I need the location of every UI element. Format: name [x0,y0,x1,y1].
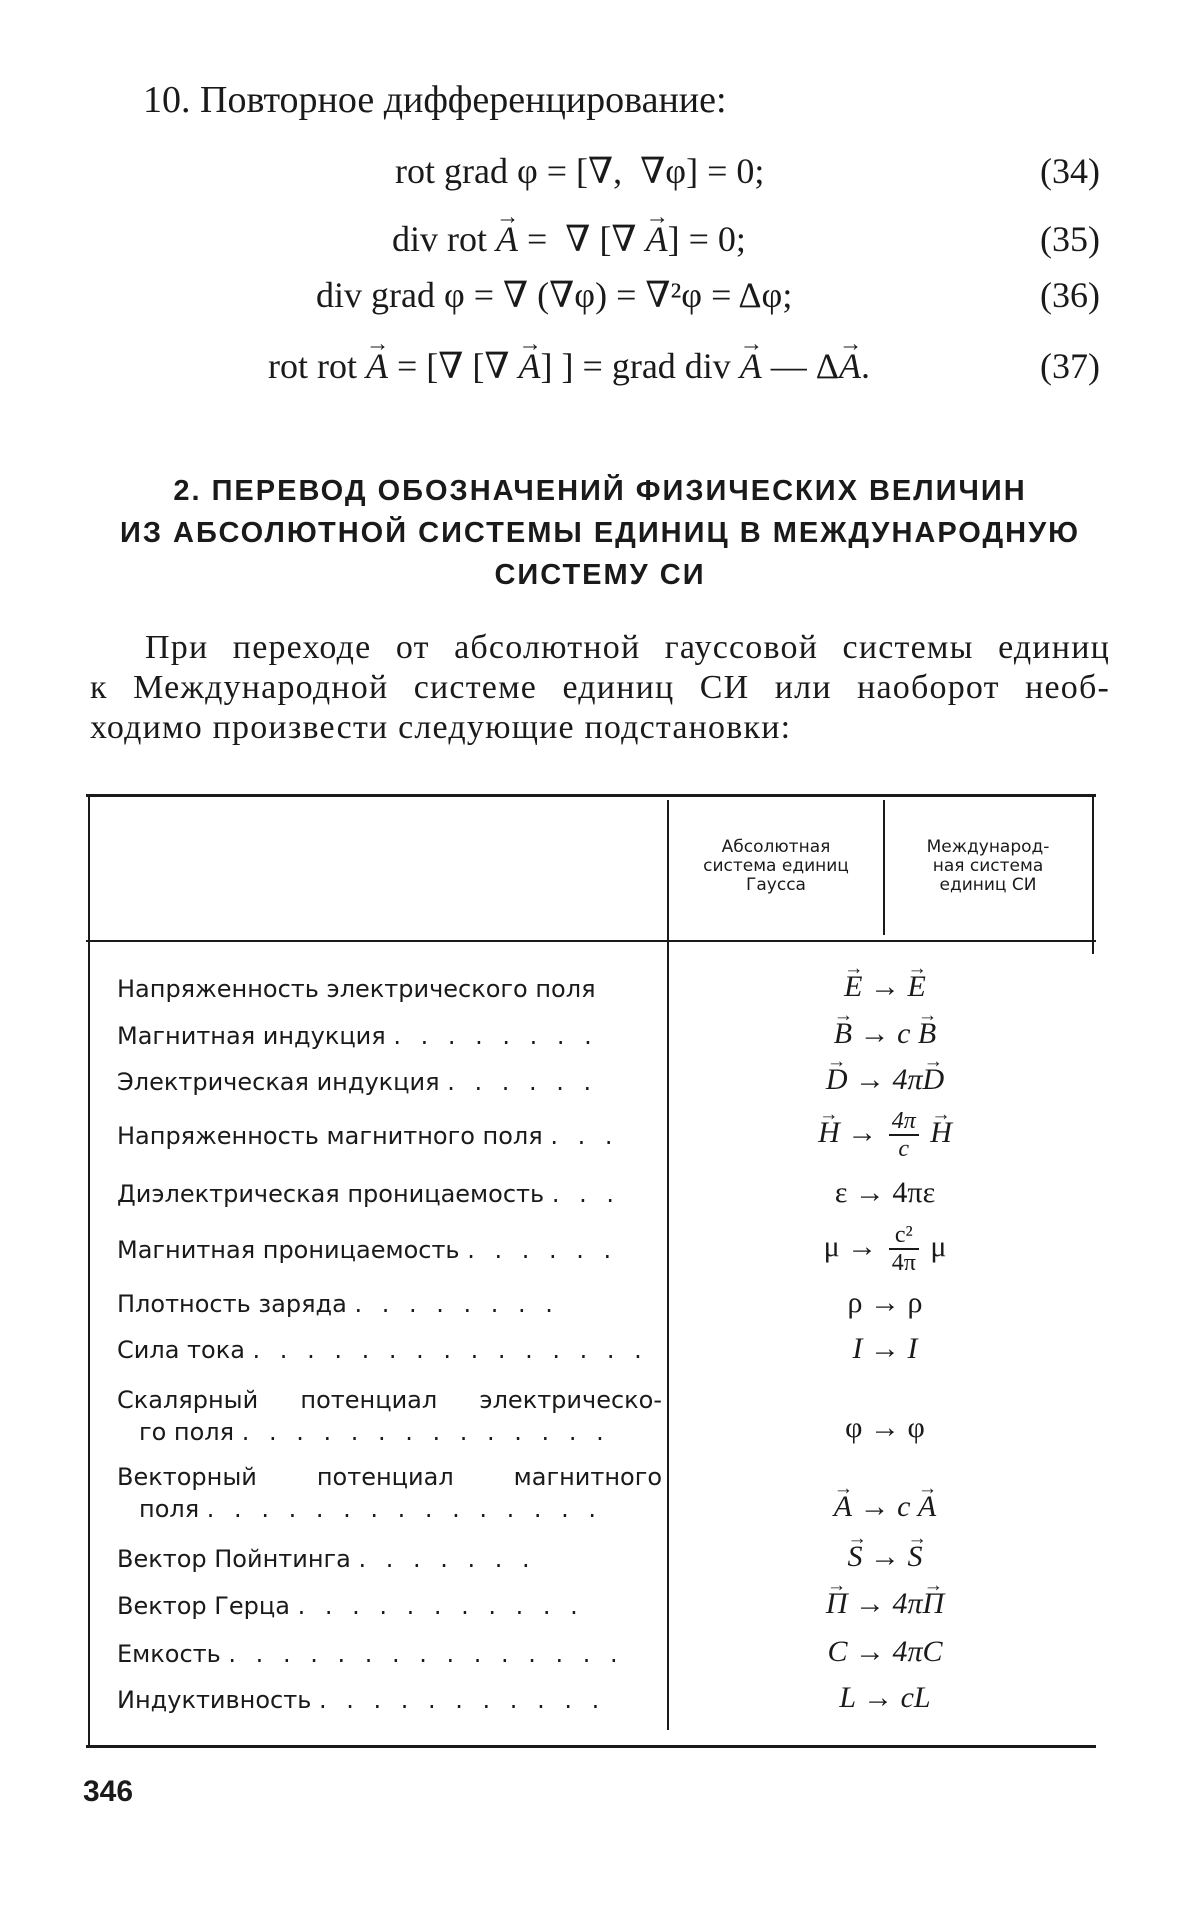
table-row-formula: C → 4πC [827,1635,943,1668]
table-row-formula: → A → c → A [680,1490,1090,1524]
page-number: 346 [83,1775,134,1808]
table-row-formula: → Π → 4π→ Π [680,1587,1090,1621]
table-row-label: Напряженность электрического поля [117,975,596,1003]
table-row-label: Магнитная индукция . . . . . . . . [117,1022,598,1050]
table-row-label: Сила тока . . . . . . . . . . . . . . . [117,1336,648,1364]
table-row-formula: ε → 4πε [834,1176,936,1209]
table-row-formula: → H → $\frac{4\pi}{c}$ → H [680,1108,1090,1162]
table-left-border [88,794,90,1747]
intro-paragraph [90,628,1110,748]
table-top-rule [86,794,1096,797]
table-row-label: Напряженность магнитного поля . . . [117,1122,619,1150]
table-right-border [1092,794,1094,954]
table-bottom-rule [86,1745,1096,1748]
table-row-formula: → B → c → B [680,1017,1090,1051]
equation-number-35: (35) [1040,219,1100,259]
column-header-si: Международ- ная система единиц СИ [926,837,1050,895]
table-row-label: Диэлектрическая проницаемость . . . [117,1180,620,1208]
table-row-formula: φ → φ [845,1411,925,1444]
table-row-label: Плотность заряда . . . . . . . . [117,1290,559,1318]
table-row-label: Емкость . . . . . . . . . . . . . . . [117,1640,624,1668]
equation-number-34: (34) [1040,151,1100,191]
table-row-formula: μ → $\frac{\text{c²}}{4\pi}$ μ [823,1222,947,1276]
heading-line-1: 2. ПЕРЕВОД ОБОЗНАЧЕНИЙ ФИЗИЧЕСКИХ ВЕЛИЧИН [173,475,1027,507]
table-row-label: Магнитная проницаемость . . . . . . [117,1236,618,1264]
paragraph-line-1: При переходе от абсолютной гауссовой системы единиц [145,629,1110,666]
paragraph-line-2: к Международной системе единиц СИ или наоборот необ- [90,669,1110,706]
table-row-label: Вектор Пойнтинга . . . . . . . [117,1545,536,1573]
table-row-label: Векторный потенциал магнитного поля . . . . . . . . . . . . . . . [117,1463,662,1523]
paragraph-line-3: ходимо произвести следующие подстановки: [90,709,792,746]
table-row-formula: → D → 4π→ D [680,1063,1090,1097]
section-heading [80,470,1120,596]
heading-line-3: СИСТЕМУ СИ [494,559,706,591]
equation-35: div rot → A = ∇ [∇ → A] = 0; [392,218,746,260]
table-row-label: Индуктивность . . . . . . . . . . . [117,1686,606,1714]
column-header-gauss: Абсолютная система единиц Гаусса [703,837,849,895]
table-row-formula: → E → → E [680,970,1090,1004]
table-header-rule [86,940,1096,942]
table-row-formula: → S → → S [680,1540,1090,1574]
equation-37: rot rot → A = [∇ [∇ → A] ] = grad div → A — Δ→ A. [268,345,870,387]
table-header-divider [883,800,885,935]
equation-34: rot grad φ = [∇, ∇φ] = 0; [395,151,765,191]
table-row-label: Электрическая индукция . . . . . . [117,1068,598,1096]
equation-number-37: (37) [1040,346,1100,386]
equation-number-36: (36) [1040,275,1100,315]
equation-36: div grad φ = ∇ (∇φ) = ∇²φ = Δφ; [316,275,793,315]
heading-line-2: ИЗ АБСОЛЮТНОЙ СИСТЕМЫ ЕДИНИЦ В МЕЖДУНАРОДНУЮ [119,517,1081,549]
table-row-label: Скалярный потенциал электрическо- го поля . . . . . . . . . . . . . . [117,1386,662,1446]
table-row-formula: L → cL [839,1681,931,1714]
table-row-label: Вектор Герца . . . . . . . . . . . [117,1592,584,1620]
table-row-formula: I → I [852,1332,918,1365]
table-row-formula: ρ → ρ [847,1286,923,1319]
section-item-title: 10. Повторное дифференцирование: [143,79,727,121]
table-column-divider [667,800,669,1730]
